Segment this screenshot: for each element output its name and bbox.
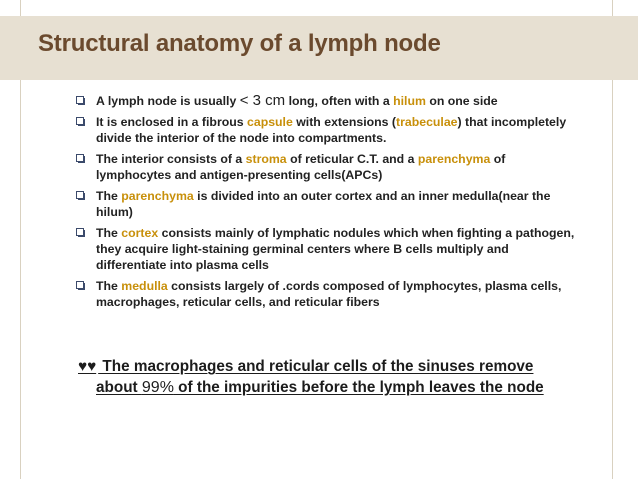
note-line-2-pre: about [96, 379, 142, 396]
highlight-term: medulla [121, 279, 168, 293]
bullet-item [76, 151, 576, 183]
note-percent: 99% [141, 379, 174, 396]
bullet-list [76, 93, 576, 315]
bullet-text: The interior consists of a [96, 152, 246, 166]
hollow-square-bullet-icon [76, 117, 85, 126]
hollow-square-bullet-icon [76, 154, 85, 163]
slide-title: Structural anatomy of a lymph node [38, 30, 441, 57]
bullet-text: The [96, 279, 122, 293]
highlight-term: hilum [393, 94, 426, 108]
note-line-1: The macrophages and reticular cells of the sinuses remove [98, 358, 534, 375]
bullet-item [76, 188, 576, 220]
highlight-term: trabeculae [396, 115, 458, 129]
bullet-item [76, 225, 576, 273]
key-note [78, 356, 598, 398]
bullet-text: is divided into an outer cortex and an inner medulla(near the hilum) [96, 189, 551, 219]
highlight-term: parenchyma [417, 152, 491, 166]
bullet-text: of reticular C.T. and a [286, 152, 418, 166]
bullet-text: with extensions ( [292, 115, 396, 129]
note-line-2-post: of the impurities before the lymph leaves the node [173, 379, 544, 396]
bullet-text: The [96, 189, 122, 203]
bullet-text: consists largely of .cords composed of lymphocytes, plasma cells, macrophages, reticular cells, and reticular fibers [96, 279, 562, 309]
hollow-square-bullet-icon [76, 191, 85, 200]
bullet-text: consists mainly of lymphatic nodules which when fighting a pathogen, they acquire light-staining germinal centers where B cells multiply and differentiate into plasma cells [96, 226, 575, 272]
hollow-square-bullet-icon [76, 228, 85, 237]
bullet-text: long, often with a [285, 94, 394, 108]
note-line-2 [78, 377, 598, 398]
bullet-text: A lymph node is usually [96, 94, 240, 108]
highlight-term: parenchyma [121, 189, 194, 203]
highlight-term: stroma [245, 152, 287, 166]
highlight-term: capsule [247, 115, 293, 129]
highlight-term: cortex [121, 226, 159, 240]
bullet-text: It is enclosed in a fibrous [96, 115, 248, 129]
bullet-text: < 3 cm [239, 92, 286, 109]
hollow-square-bullet-icon [76, 96, 85, 105]
bullet-item [76, 93, 576, 109]
bullet-text: ) that incompletely divide the interior of the node into compartments. [96, 115, 567, 145]
bullet-item [76, 114, 576, 146]
bullet-text: on one side [425, 94, 498, 108]
hearts-icon: ♥♥ [78, 358, 97, 375]
bullet-item [76, 278, 576, 310]
bullet-text: The [96, 226, 122, 240]
hollow-square-bullet-icon [76, 281, 85, 290]
bullet-text: of lymphocytes and antigen-presenting cells(APCs) [96, 152, 506, 182]
